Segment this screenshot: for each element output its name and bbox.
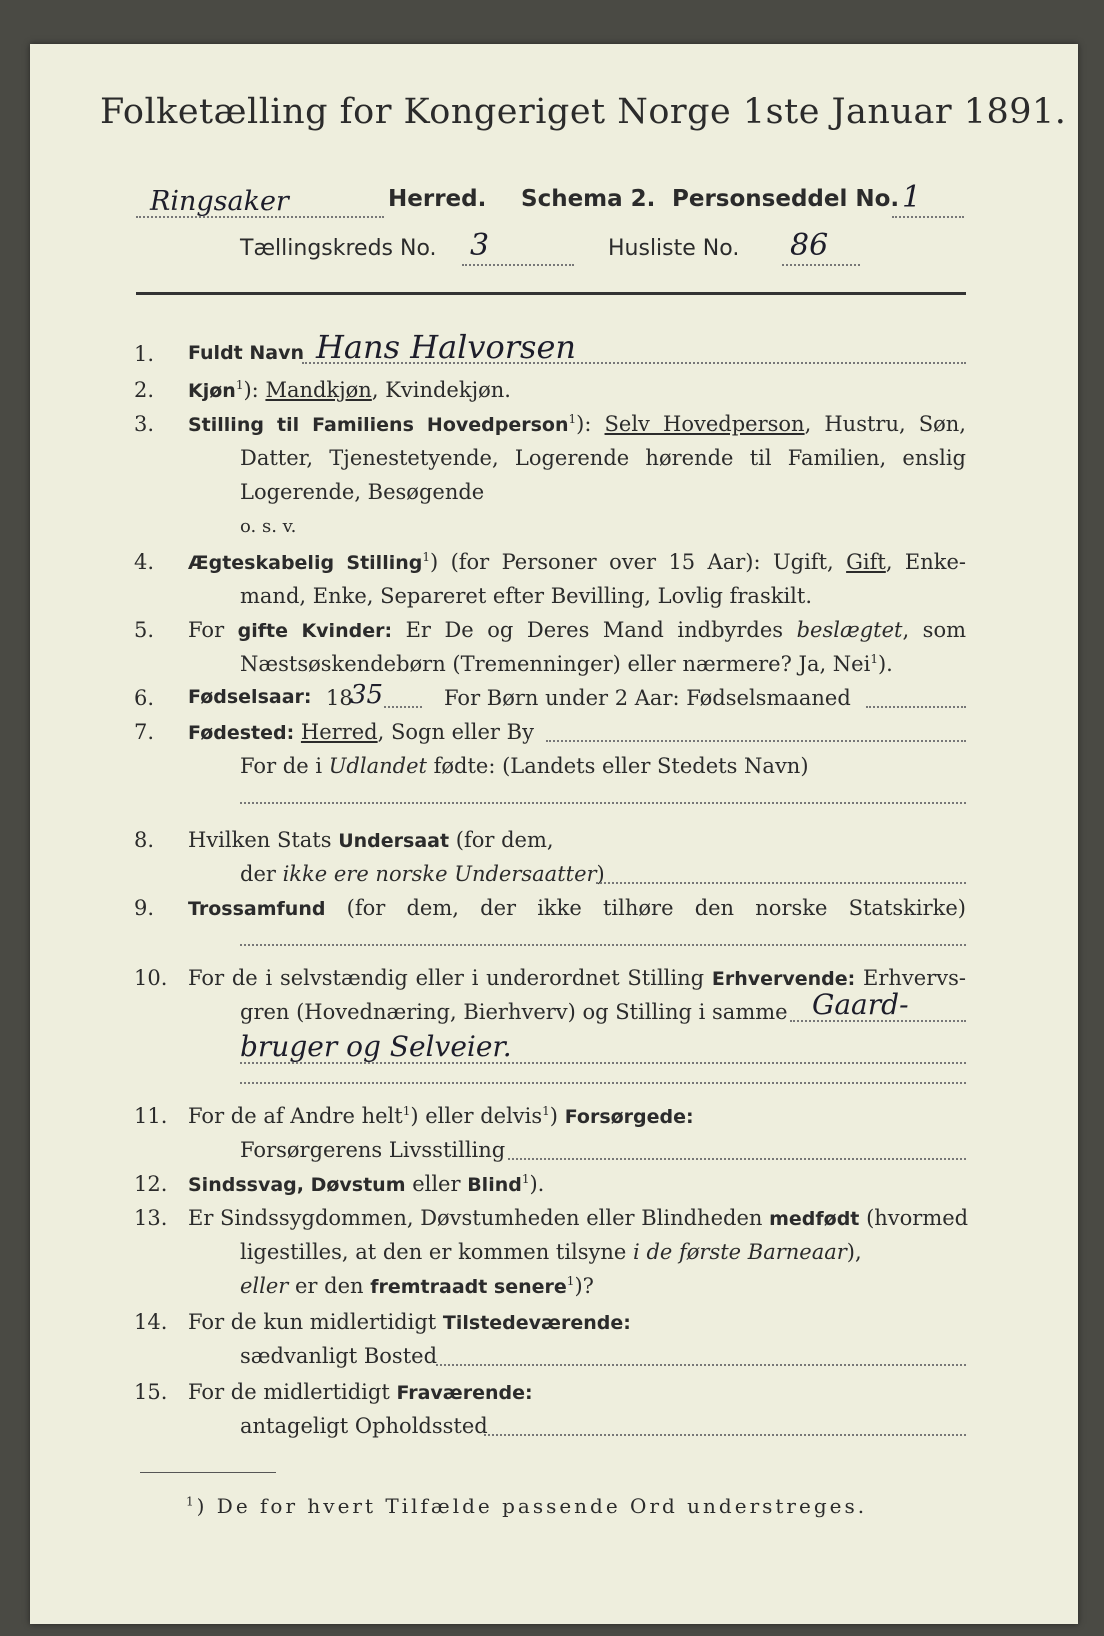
item-7-selected: Herred xyxy=(300,720,378,744)
personseddel-value: 1 xyxy=(902,180,922,215)
husliste-value: 86 xyxy=(790,228,829,263)
item-3-selected: Selv Hovedperson xyxy=(604,412,805,436)
item-10-value-2: bruger og Selveier. xyxy=(240,1030,512,1063)
item-1-value: Hans Halvorsen xyxy=(316,328,577,366)
herred-label: Herred. xyxy=(388,186,487,212)
footnote: $^1$) De for hvert Tilfælde passende Ord understreges. xyxy=(186,1494,868,1518)
schema-label: Schema 2. xyxy=(521,186,656,212)
item-10-value-1: Gaard- xyxy=(812,988,909,1021)
taellingskreds-value: 3 xyxy=(470,228,490,263)
husliste-label: Husliste No. xyxy=(608,236,740,261)
taellingskreds-label: Tællingskreds No. xyxy=(240,236,437,261)
footnote-divider xyxy=(140,1472,276,1473)
item-2-selected: Mandkjøn xyxy=(265,378,372,402)
personseddel-label: Personseddel No. xyxy=(672,186,900,212)
item-6-year-value: 35 xyxy=(350,680,384,710)
item-1-label: Fuldt Navn xyxy=(188,342,305,364)
form-title: Folketælling for Kongeriget Norge 1ste Januar 1891. xyxy=(100,92,1067,132)
herred-value: Ringsaker xyxy=(150,186,289,217)
header-divider xyxy=(136,292,966,295)
item-4-selected: Gift xyxy=(846,550,886,574)
